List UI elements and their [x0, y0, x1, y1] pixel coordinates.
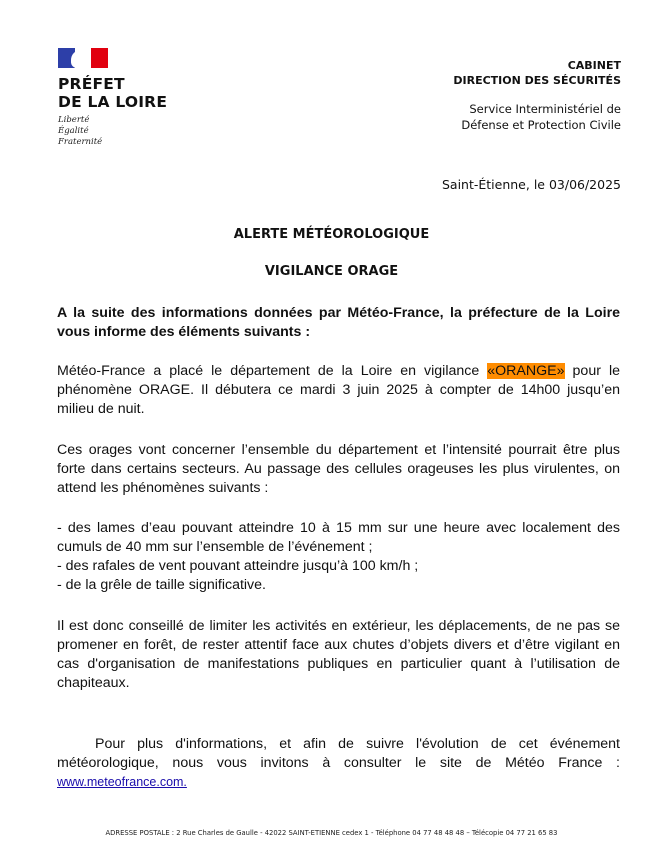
motto-fraternite: Fraternité	[58, 137, 103, 147]
document-date: Saint-Étienne, le 03/06/2025	[441, 177, 621, 192]
vigilance-text-after: pour le phénomène ORAGE. Il débutera ce mardi 3 juin 2025 à compter de 14h00 jusqu’en milieu de nuit.	[57, 363, 620, 417]
prefecture-name-line1: PRÉFET	[58, 75, 125, 93]
service-direction: DIRECTION DES SÉCURITÉS	[453, 74, 621, 87]
republic-motto	[58, 115, 178, 148]
service-header	[453, 58, 621, 133]
vigilance-level-highlight: «ORANGE»	[487, 363, 565, 379]
intro-paragraph: A la suite des informations données par Météo-France, la préfecture de la Loire vous informe des éléments suivants :	[57, 305, 620, 340]
vigilance-paragraph	[57, 362, 620, 419]
phenomena-list	[57, 519, 620, 595]
service-name-line1: Service Interministériel de	[469, 102, 621, 116]
document-subtitle: VIGILANCE ORAGE	[264, 264, 399, 279]
storm-description-paragraph: Ces orages vont concerner l’ensemble du département et l’intensité pourrait être plus forte dans certains secteurs. Au passage des cellules orageuses les plus virulentes, on attend les phénomènes suivants :	[57, 442, 620, 496]
prefecture-name	[58, 75, 178, 111]
prefecture-logo	[58, 48, 178, 148]
more-info-paragraph	[57, 735, 620, 792]
meteofrance-link[interactable]: www.meteofrance.com.	[57, 775, 187, 789]
list-item: - des lames d’eau pouvant atteindre 10 à 15 mm sur une heure avec localement des cumuls de 40 mm sur l’ensemble de l’événement ;	[57, 520, 620, 555]
service-name-line2: Défense et Protection Civile	[461, 118, 621, 132]
vigilance-text-before: Météo-France a placé le département de la Loire en vigilance	[57, 363, 488, 379]
list-item: - de la grêle de taille significative.	[57, 577, 266, 593]
list-item: - des rafales de vent pouvant atteindre jusqu’à 100 km/h ;	[57, 558, 419, 574]
prefecture-name-line2: DE LA LOIRE	[58, 93, 168, 111]
marianne-flag-icon	[58, 48, 108, 68]
advice-paragraph: Il est donc conseillé de limiter les activités en extérieur, les déplacements, de ne pas se promener en forêt, de rester attentif face aux chutes d’objets divers et d’être vigilant en cas d'organisation de manifestations publiques en particulier quant à l’utilisation de chapiteaux.	[57, 618, 620, 691]
more-info-text: Pour plus d'informations, et afin de suivre l'évolution de cet événement météorologique, nous vous invitons à consulter le site de Météo France :	[57, 736, 620, 771]
motto-egalite: Égalité	[58, 126, 89, 136]
service-cabinet: CABINET	[567, 59, 621, 72]
motto-liberte: Liberté	[58, 115, 90, 125]
document-title: ALERTE MÉTÉOROLOGIQUE	[233, 227, 430, 242]
footer-address: ADRESSE POSTALE : 2 Rue Charles de Gaulle - 42022 SAINT-ETIENNE cedex 1 - Téléphone 04 77 48 48 48 – Télécopie 04 77 21 65 83	[105, 829, 558, 837]
